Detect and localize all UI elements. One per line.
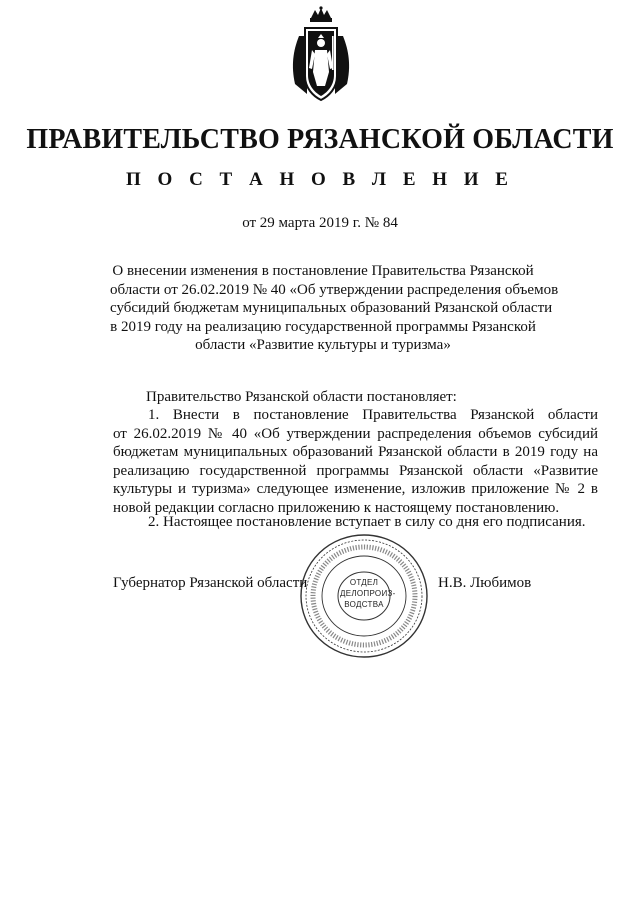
subject-line: области «Развитие культуры и туризма» [195,337,451,354]
item-2-line: 2. Настоящее постановление вступает в силу со дня его подписания. [148,514,586,530]
government-title: ПРАВИТЕЛЬСТВО РЯЗАНСКОЙ ОБЛАСТИ [26,124,614,155]
item-1-line: реализацию государственной программы Рязанской области «Развитие [113,462,598,479]
resolution-item-2 [113,513,598,532]
stamp-center-text [340,577,396,610]
item-1-line: от 26.02.2019 № 40 «Об утверждении распределения объемов субсидий [113,425,598,442]
stamp-line: ВОДСТВА [344,600,384,609]
stamp-line: ДЕЛОПРОИЗ- [340,589,396,598]
resolution-intro: Правительство Рязанской области постановляет: [146,389,457,405]
item-1-line: бюджетам муниципальных образований Рязанской области в 2019 году на [113,444,598,461]
signatory-position: Губернатор Рязанской области [113,575,308,591]
subject-line: в 2019 году на реализацию государственной программы Рязанской [110,318,536,335]
item-1-line: культуры и туризма» следующее изменение, изложив приложение № 2 в [113,481,598,498]
item-1-line: 1. Внести в постановление Правительства Рязанской области [148,407,598,423]
document-subject [110,262,559,355]
document-date-number: от 29 марта 2019 г. № 84 [242,215,398,231]
item-1-line: новой редакции согласно приложению к настоящему постановлению. [113,499,560,516]
stamp-line: ОТДЕЛ [349,578,379,587]
resolution-item-1 [113,406,598,518]
subject-line: О внесении изменения в постановление Правительства Рязанской [112,263,534,279]
coat-of-arms-emblem [285,6,357,102]
document-type: П О С Т А Н О В Л Е Н И Е [126,169,514,190]
subject-line: области от 26.02.2019 № 40 «Об утверждении распределения объемов [110,281,559,298]
signatory-name: Н.В. Любимов [438,575,532,591]
subject-line: субсидий бюджетам муниципальных образований Рязанской области [110,300,553,317]
